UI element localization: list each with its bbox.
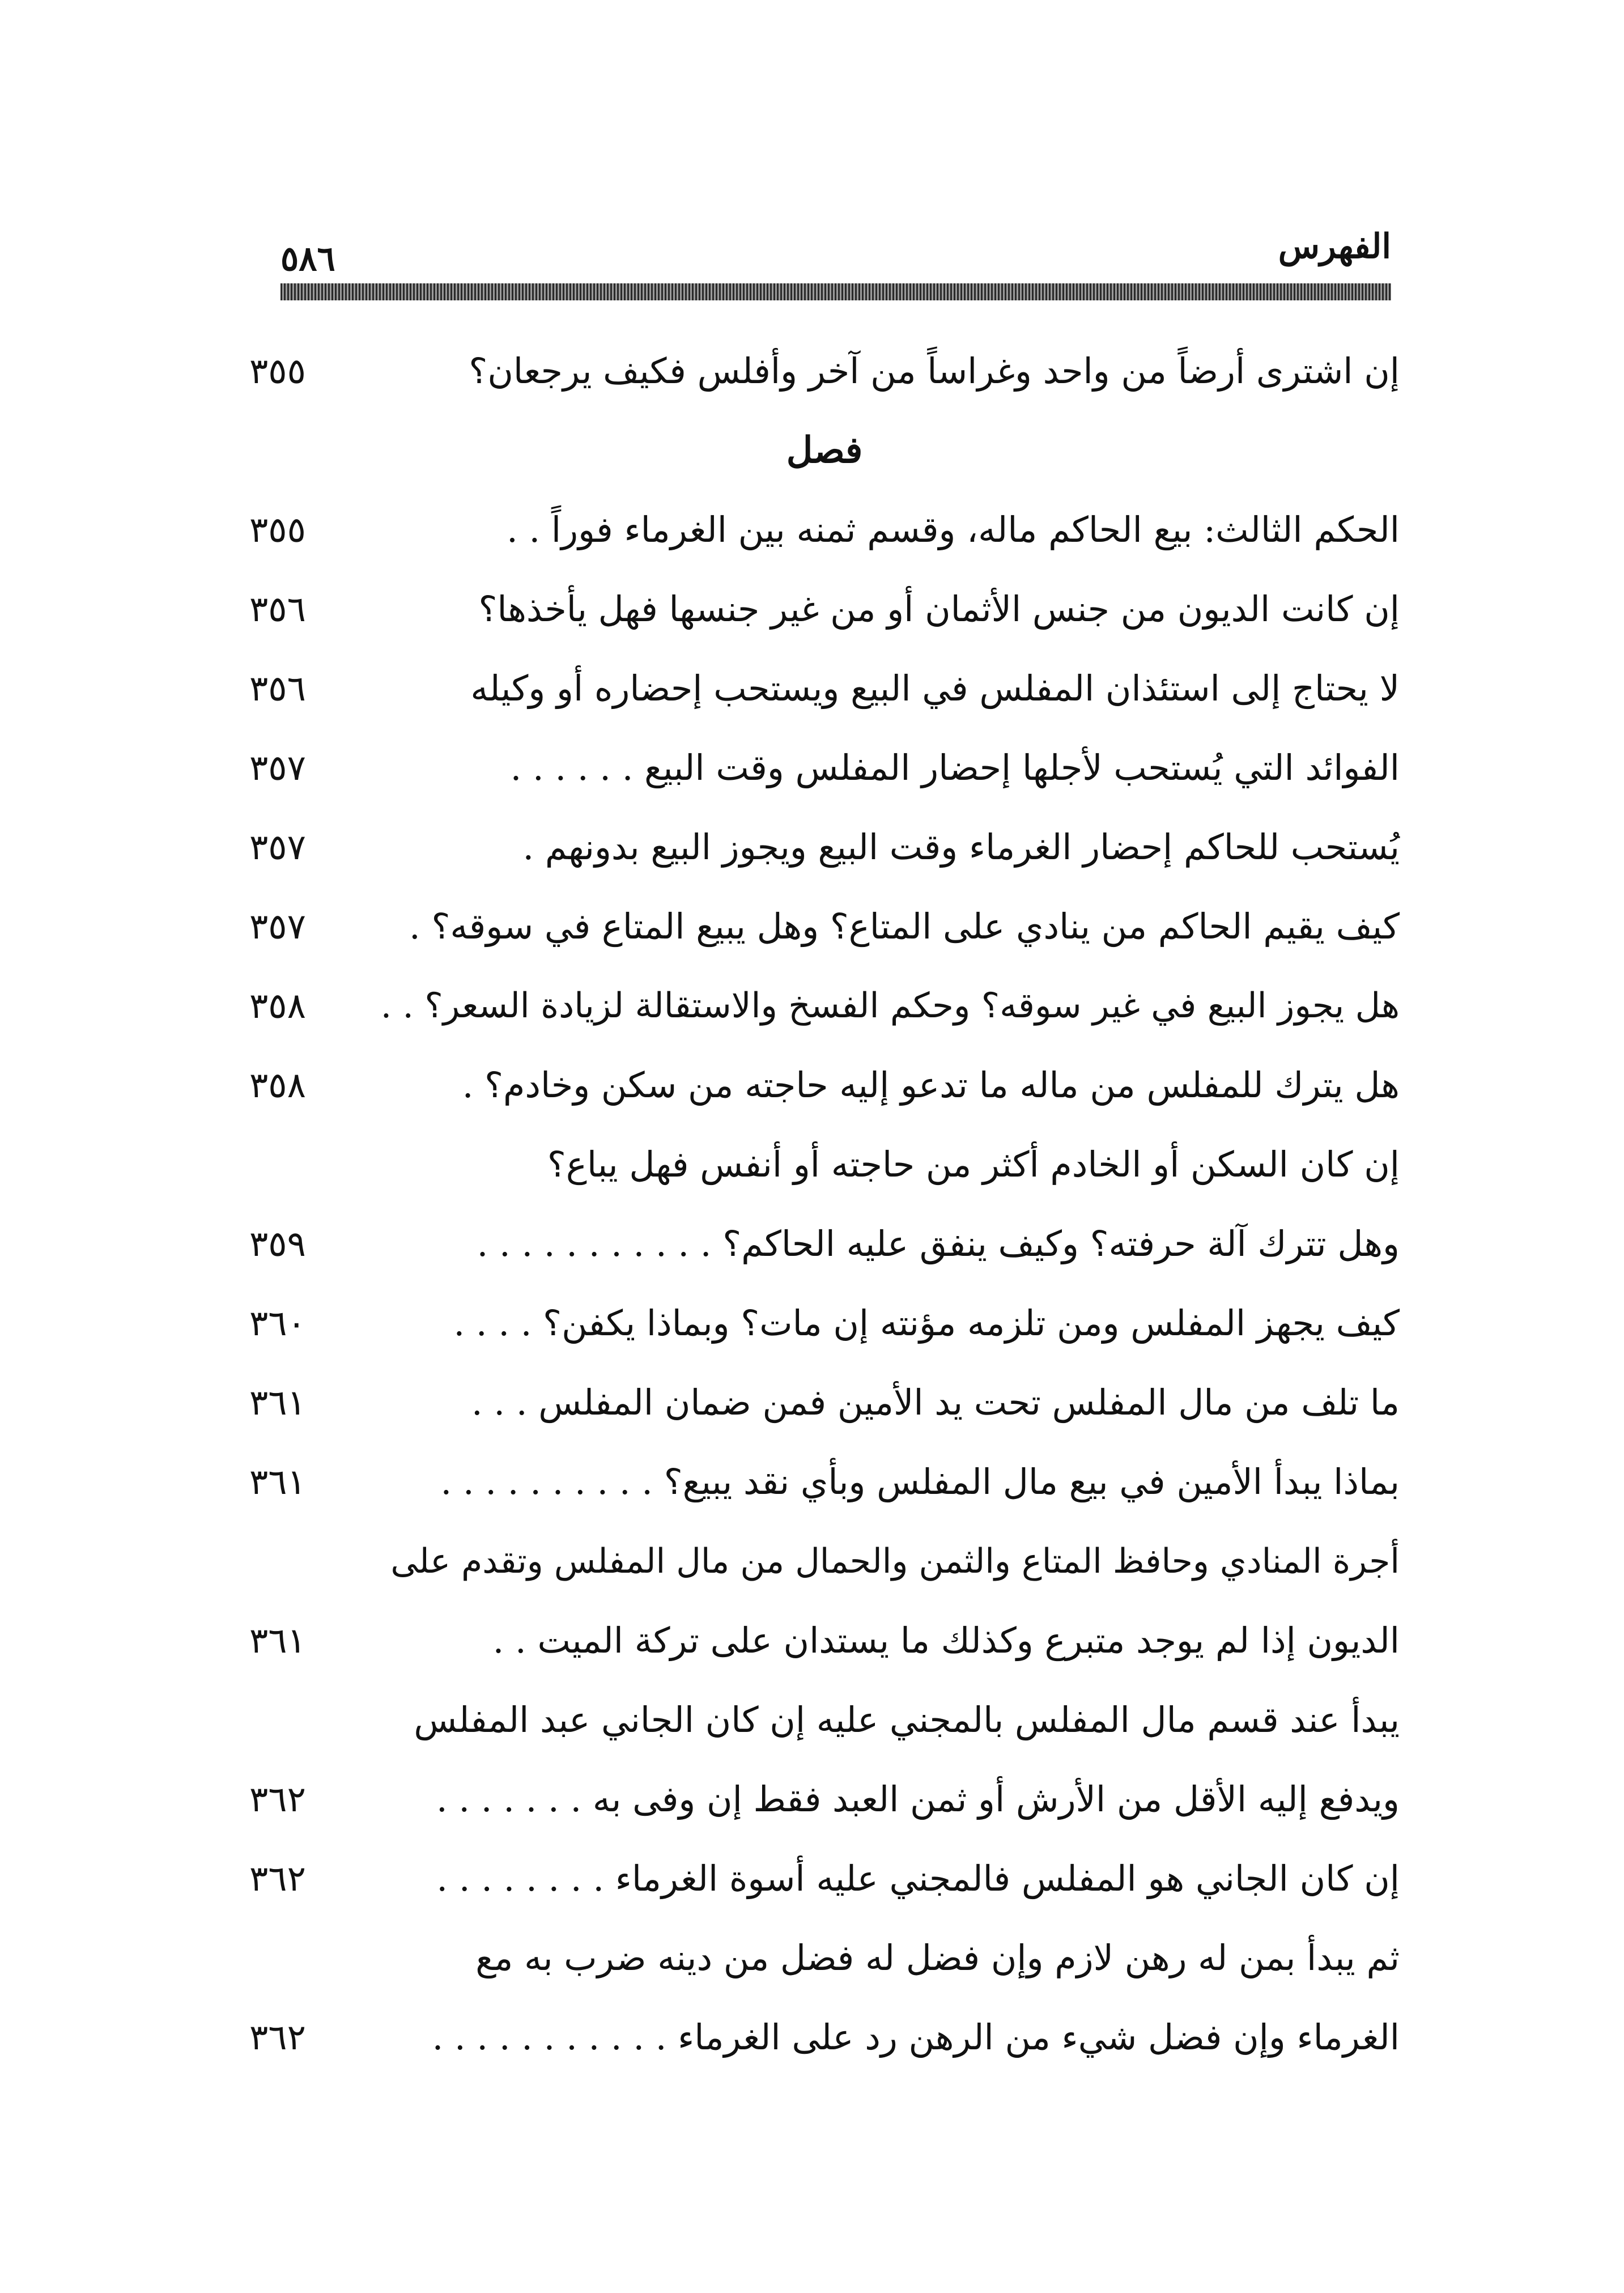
index-entry: [249, 1998, 1400, 2077]
index-entry: [249, 570, 1400, 649]
header-page-number: ٥٨٦: [280, 239, 335, 279]
entry-page-number: ٣٦٢: [249, 1778, 306, 1820]
entry-page-number: ٣٥٧: [249, 906, 306, 947]
entry-text: الفوائد التي يُستحب لأجلها إحضار المفلس وقت البيع . . . . . .: [510, 747, 1400, 788]
entry-page-number: ٣٦٢: [249, 1858, 306, 1899]
entry-page-number: ٣٥٩: [249, 1223, 306, 1264]
entry-text: إن اشترى أرضاً من واحد وغراساً من آخر وأفلس فكيف يرجعان؟: [469, 350, 1400, 392]
entry-page-number: ٣٦١: [249, 1382, 306, 1423]
index-entry: [249, 649, 1400, 728]
index-entries: [249, 332, 1400, 2077]
entry-page-number: ٣٦٢: [249, 2016, 306, 2058]
index-entry: [249, 332, 1400, 411]
page-header: [280, 227, 1391, 283]
entry-text: ثم يبدأ بمن له رهن لازم وإن فضل له فضل من دينه ضرب به مع: [475, 1937, 1400, 1978]
entry-text: إن كان الجاني هو المفلس فالمجني عليه أسوة الغرماء . . . . . . . .: [436, 1858, 1400, 1899]
entry-text: إن كان السكن أو الخادم أكثر من حاجته أو أنفس فهل يباع؟: [547, 1144, 1400, 1185]
entry-page-number: ٣٦٠: [249, 1302, 306, 1344]
entry-text: ما تلف من مال المفلس تحت يد الأمين فمن ضمان المفلس . . .: [471, 1382, 1400, 1423]
index-entry: [249, 808, 1400, 887]
entry-page-number: ٣٥٥: [249, 350, 306, 392]
entry-page-number: ٣٥٦: [249, 588, 306, 630]
entry-page-number: ٣٥٨: [249, 985, 306, 1026]
index-entry: [249, 1284, 1400, 1363]
entry-text: إن كانت الديون من جنس الأثمان أو من غير جنسها فهل يأخذها؟: [478, 588, 1400, 630]
section-heading: فصل: [786, 429, 863, 472]
index-entry: [249, 728, 1400, 808]
entry-text: وهل تترك آلة حرفته؟ وكيف ينفق عليه الحاكم؟ . . . . . . . . . . .: [477, 1223, 1400, 1264]
index-entry: [249, 1442, 1400, 1522]
entry-text: لا يحتاج إلى استئذان المفلس في البيع ويستحب إحضاره أو وكيله: [470, 668, 1400, 709]
entry-page-number: ٣٥٥: [249, 509, 306, 550]
entry-page-number: ٣٦١: [249, 1461, 306, 1502]
entry-page-number: ٣٥٦: [249, 668, 306, 709]
index-entry: [249, 1601, 1400, 1680]
entry-text: هل يترك للمفلس من ماله ما تدعو إليه حاجته من سكن وخادم؟ .: [462, 1064, 1400, 1106]
index-entry: [249, 1522, 1400, 1601]
index-entry: [249, 1125, 1400, 1204]
entry-page-number: ٣٥٧: [249, 747, 306, 788]
entry-page-number: ٣٥٧: [249, 826, 306, 868]
index-entry: [249, 490, 1400, 570]
entry-text: ويدفع إليه الأقل من الأرش أو ثمن العبد فقط إن وفى به . . . . . . .: [436, 1778, 1400, 1820]
index-entry: [249, 1363, 1400, 1442]
entry-page-number: ٣٥٨: [249, 1064, 306, 1106]
entry-text: الحكم الثالث: بيع الحاكم ماله، وقسم ثمنه بين الغرماء فوراً . .: [507, 509, 1400, 550]
header-title: الفهرس: [1278, 227, 1391, 266]
index-entry: [249, 887, 1400, 966]
entry-page-number: ٣٦١: [249, 1620, 306, 1661]
entry-text: الغرماء وإن فضل شيء من الرهن رد على الغرماء . . . . . . . . . . .: [432, 2016, 1400, 2058]
index-entry: [249, 1918, 1400, 1998]
index-entry: [249, 1760, 1400, 1839]
entry-text: كيف يقيم الحاكم من ينادي على المتاع؟ وهل يبيع المتاع في سوقه؟ .: [409, 906, 1400, 947]
entry-text: هل يجوز البيع في غير سوقه؟ وحكم الفسخ والاستقالة لزيادة السعر؟ . .: [380, 986, 1400, 1026]
entry-text: يُستحب للحاكم إحضار الغرماء وقت البيع ويجوز البيع بدونهم .: [522, 826, 1400, 868]
index-entry: [249, 966, 1400, 1046]
entry-text: بماذا يبدأ الأمين في بيع مال المفلس وبأي نقد يبيع؟ . . . . . . . . . .: [440, 1461, 1400, 1502]
index-entry: [249, 1204, 1400, 1284]
index-entry: [249, 1839, 1400, 1918]
index-entry: [249, 1680, 1400, 1760]
entry-text: كيف يجهز المفلس ومن تلزمه مؤنته إن مات؟ وبماذا يكفن؟ . . . .: [453, 1302, 1400, 1344]
entry-text: أجرة المنادي وحافظ المتاع والثمن والحمال من مال المفلس وتقدم على: [390, 1542, 1400, 1581]
index-entry: [249, 1046, 1400, 1125]
entry-text: الديون إذا لم يوجد متبرع وكذلك ما يستدان على تركة الميت . .: [492, 1620, 1400, 1661]
header-rule: [280, 283, 1391, 300]
entry-text: يبدأ عند قسم مال المفلس بالمجني عليه إن كان الجاني عبد المفلس: [414, 1699, 1400, 1740]
